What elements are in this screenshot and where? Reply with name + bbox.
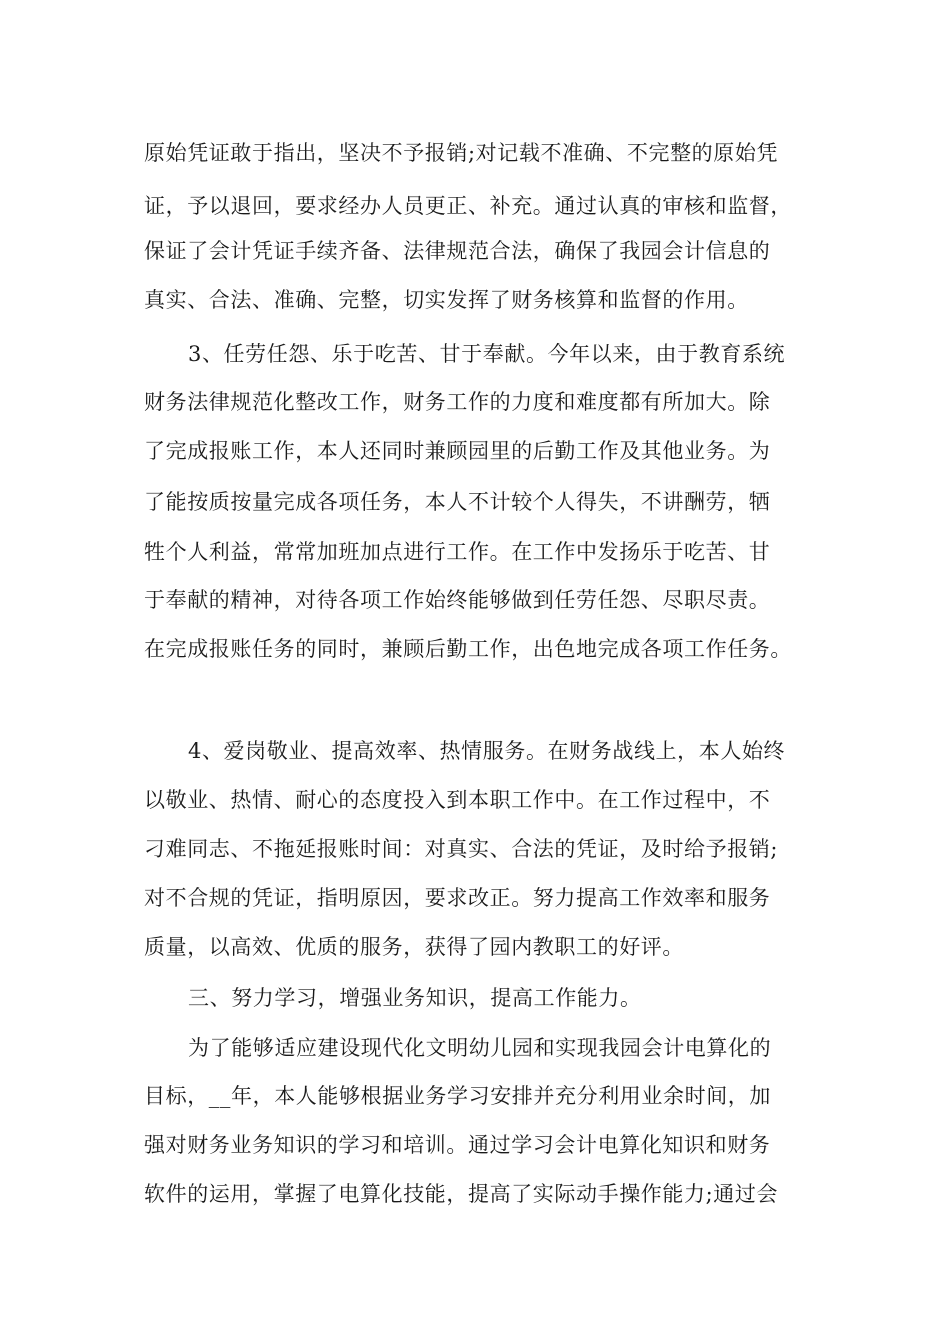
text-line: 质量，以高效、优质的服务，获得了园内教职工的好评。 [144, 935, 684, 959]
text-line: 保证了会计凭证手续齐备、法律规范合法，确保了我园会计信息的 [144, 239, 771, 263]
paragraph-start-line: 4、爱岗敬业、提高效率、热情服务。在财务战线上，本人始终 [188, 739, 786, 763]
paragraph-start-line: 为了能够适应建设现代化文明幼儿园和实现我园会计电算化的 [188, 1036, 772, 1060]
text-line: 强对财务业务知识的学习和培训。通过学习会计电算化知识和财务 [144, 1133, 771, 1157]
text-line: 在完成报账任务的同时，兼顾后勤工作，出色地完成各项工作任务。 [144, 637, 792, 661]
text-line: 真实、合法、准确、完整，切实发挥了财务核算和监督的作用。 [144, 288, 749, 312]
paragraph-start-line: 3、任劳任怨、乐于吃苦、甘于奉献。今年以来，由于教育系统 [188, 342, 786, 366]
text-line: 了完成报账工作，本人还同时兼顾园里的后勤工作及其他业务。为 [144, 439, 771, 463]
section-heading: 三、努力学习，增强业务知识，提高工作能力。 [188, 986, 642, 1010]
text-line: 财务法律规范化整改工作，财务工作的力度和难度都有所加大。除 [144, 390, 771, 414]
text-line: 了能按质按量完成各项任务，本人不计较个人得失，不讲酬劳，牺 [144, 490, 771, 514]
text-line: 目标，__年，本人能够根据业务学习安排并充分利用业余时间，加 [144, 1084, 771, 1108]
text-line: 软件的运用，掌握了电算化技能，提高了实际动手操作能力;通过会 [144, 1182, 779, 1206]
text-line: 证，予以退回，要求经办人员更正、补充。通过认真的审核和监督， [144, 194, 792, 218]
text-line: 于奉献的精神，对待各项工作始终能够做到任劳任怨、尽职尽责。 [144, 588, 771, 612]
text-line: 原始凭证敢于指出，坚决不予报销;对记载不准确、不完整的原始凭 [144, 141, 779, 165]
text-line: 对不合规的凭证，指明原因，要求改正。努力提高工作效率和服务 [144, 886, 771, 910]
text-line: 以敬业、热情、耐心的态度投入到本职工作中。在工作过程中，不 [144, 788, 771, 812]
text-line: 刁难同志、不拖延报账时间：对真实、合法的凭证，及时给予报销; [144, 837, 779, 861]
text-line: 牲个人利益，常常加班加点进行工作。在工作中发扬乐于吃苦、甘 [144, 540, 771, 564]
